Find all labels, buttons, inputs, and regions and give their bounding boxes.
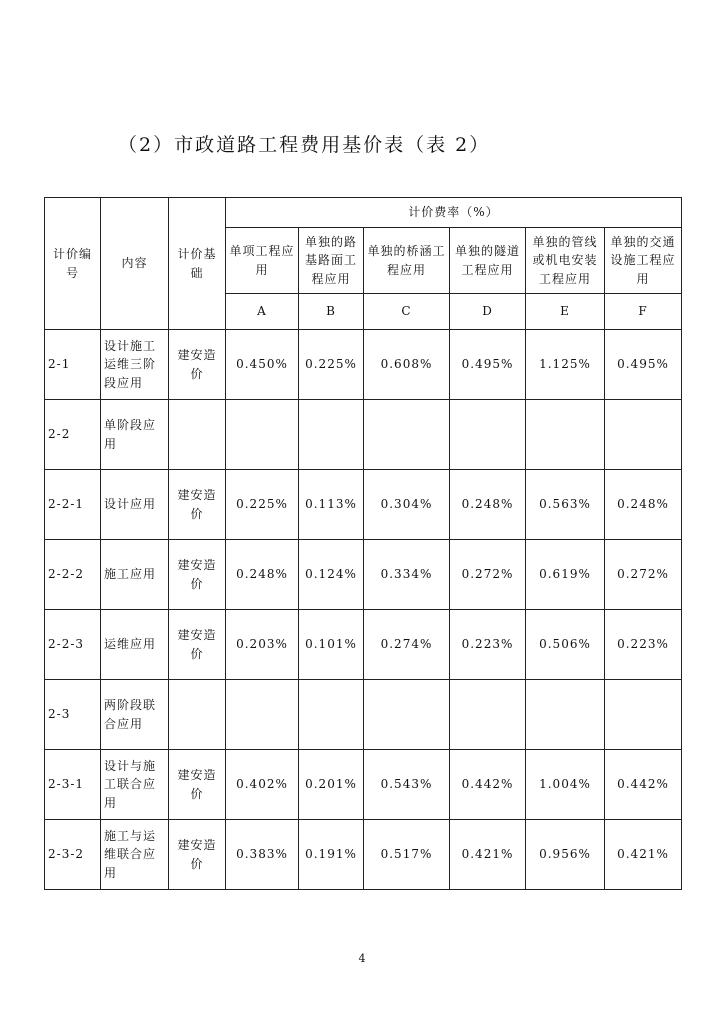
rate-value [226,400,299,470]
rate-value: 0.619% [526,540,605,610]
rate-value: 0.304% [364,470,450,540]
page-title: （2）市政道路工程费用基价表（表 2） [118,134,491,156]
row-code: 2-2-3 [45,610,101,680]
rate-value [226,680,299,750]
rate-value: 0.608% [364,330,450,400]
row-basis: 建安造价 [169,330,226,400]
rate-value: 0.506% [526,610,605,680]
rate-value: 0.225% [226,470,299,540]
rate-col-letter: A [226,294,299,330]
row-code: 2-2 [45,400,101,470]
rate-col-label: 单独的隧道工程应用 [450,228,526,294]
rate-value: 0.495% [605,330,682,400]
rate-col-label: 单独的交通设施工程应用 [605,228,682,294]
header-content: 内容 [101,198,169,330]
rate-value [299,400,364,470]
rate-value: 0.101% [299,610,364,680]
rate-value: 0.543% [364,750,450,820]
table-row [45,820,682,890]
rate-value: 0.563% [526,470,605,540]
rate-value [605,400,682,470]
rate-value: 0.272% [605,540,682,610]
header-row-group [45,198,682,228]
rate-value: 0.248% [605,470,682,540]
row-content: 施工与运维联合应用 [101,820,169,890]
rate-value: 0.113% [299,470,364,540]
row-content: 设计与施工联合应用 [101,750,169,820]
rate-col-label: 单独的路基路面工程应用 [299,228,364,294]
rate-value: 0.248% [450,470,526,540]
rate-value: 0.442% [450,750,526,820]
rate-col-letter: D [450,294,526,330]
row-basis: 建安造价 [169,750,226,820]
rate-value: 0.203% [226,610,299,680]
table-row [45,750,682,820]
rate-value [450,400,526,470]
rate-value: 0.248% [226,540,299,610]
row-content: 单阶段应用 [101,400,169,470]
rate-col-label: 单项工程应用 [226,228,299,294]
rate-col-label: 单独的桥涵工程应用 [364,228,450,294]
rate-col-letter: C [364,294,450,330]
page-number: 4 [358,952,366,965]
row-basis [169,680,226,750]
rate-value [364,400,450,470]
rate-value: 0.272% [450,540,526,610]
rate-value: 0.442% [605,750,682,820]
row-content: 设计应用 [101,470,169,540]
rate-value: 0.383% [226,820,299,890]
rate-col-letter: F [605,294,682,330]
rate-value: 0.421% [605,820,682,890]
row-code: 2-3-2 [45,820,101,890]
row-content: 运维应用 [101,610,169,680]
rate-value [299,680,364,750]
row-content: 设计施工运维三阶段应用 [101,330,169,400]
rate-value: 0.402% [226,750,299,820]
table-row [45,330,682,400]
rate-value: 0.225% [299,330,364,400]
rate-value: 0.450% [226,330,299,400]
table-row [45,680,682,750]
row-code: 2-2-1 [45,470,101,540]
rate-value: 0.334% [364,540,450,610]
rate-value: 0.223% [450,610,526,680]
table-row [45,610,682,680]
row-basis: 建安造价 [169,820,226,890]
rate-value: 0.201% [299,750,364,820]
row-basis [169,400,226,470]
rate-value: 0.124% [299,540,364,610]
rate-value: 0.191% [299,820,364,890]
row-code: 2-2-2 [45,540,101,610]
rate-value: 0.223% [605,610,682,680]
rate-col-label: 单独的管线或机电安装工程应用 [526,228,605,294]
row-basis: 建安造价 [169,470,226,540]
rate-value: 0.274% [364,610,450,680]
rate-value [364,680,450,750]
rate-value: 0.421% [450,820,526,890]
rate-value [450,680,526,750]
row-content: 施工应用 [101,540,169,610]
row-content: 两阶段联合应用 [101,680,169,750]
rate-value: 0.495% [450,330,526,400]
table-row [45,400,682,470]
rate-col-letter: B [299,294,364,330]
row-code: 2-1 [45,330,101,400]
rate-value: 0.956% [526,820,605,890]
row-code: 2-3-1 [45,750,101,820]
row-code: 2-3 [45,680,101,750]
table-row [45,540,682,610]
header-code: 计价编号 [45,198,101,330]
table-row [45,470,682,540]
rate-value: 1.004% [526,750,605,820]
rate-value [526,400,605,470]
rate-table [44,197,682,890]
header-rate-group: 计价费率（%） [226,198,682,228]
rate-value: 0.517% [364,820,450,890]
rate-value: 1.125% [526,330,605,400]
rate-value [526,680,605,750]
row-basis: 建安造价 [169,540,226,610]
row-basis: 建安造价 [169,610,226,680]
rate-col-letter: E [526,294,605,330]
header-basis: 计价基础 [169,198,226,330]
rate-value [605,680,682,750]
